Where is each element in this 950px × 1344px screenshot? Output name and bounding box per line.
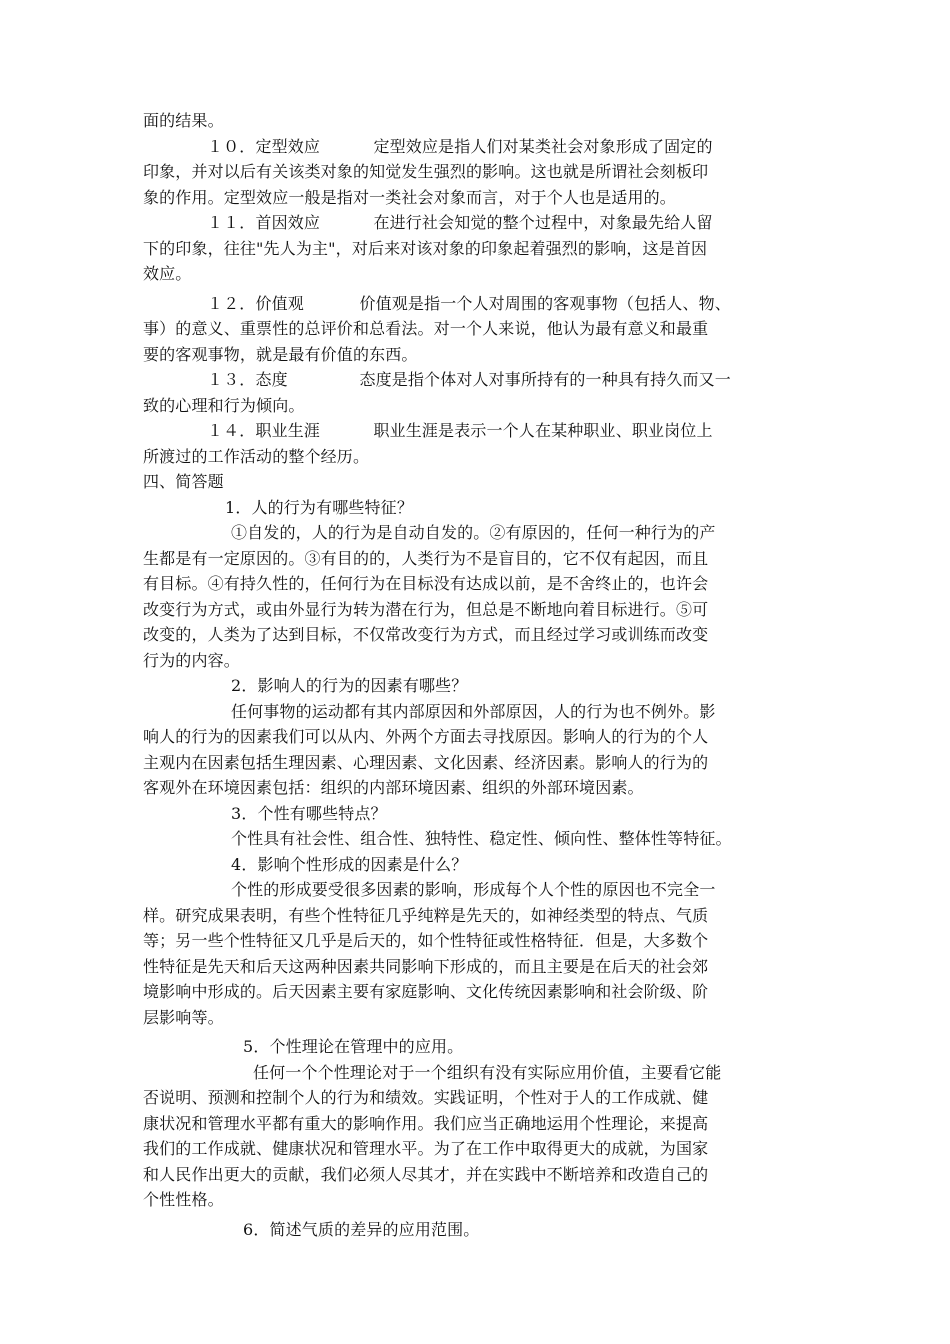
term-definition: 职业生涯是表示一个人在某种职业、职业岗位上 xyxy=(373,421,713,440)
term-number: １２． xyxy=(207,293,256,313)
text-line: 有目标。④有持久性的，任何行为在目标没有达成以前，是不舍终止的，也许会 xyxy=(143,574,709,593)
term-definition-line xyxy=(143,418,815,444)
text-line: 境影响中形成的。后天因素主要有家庭影响、文化传统因素影响和社会阶级、阶 xyxy=(143,982,709,1001)
text-line: 下的印象，往往"先人为主"，对后来对该对象的印象起着强烈的影响，这是首因 xyxy=(143,238,708,258)
text-line: 行为的内容。 xyxy=(143,650,240,670)
document-body xyxy=(143,108,815,1242)
term-number: １３． xyxy=(207,370,256,389)
text-line: 我们的工作成就、健康状况和管理水平。为了在工作中取得更大的成就，为国家 xyxy=(143,1139,709,1158)
text-line: 样。研究成果表明，有些个性特征几乎纯粹是先天的，如神经类型的特点、气质 xyxy=(143,905,709,925)
text-line: 等；另一些个性特征又几乎是后天的，如个性特征或性格特征．但是，大多数个 xyxy=(143,931,709,950)
term-number: １１． xyxy=(207,213,256,232)
term-name: 定型效应 xyxy=(255,136,321,156)
text-line: 致的心理和行为倾向。 xyxy=(143,395,305,415)
question-heading: 3．个性有哪些特点？ xyxy=(231,803,387,823)
term-definition: 态度是指个体对人对事所持有的一种具有持久而又一 xyxy=(359,370,731,389)
term-definition: 价值观是指一个人对周围的客观事物（包括人、物、 xyxy=(359,293,731,313)
text-line: 改变的，人类为了达到目标，不仅常改变行为方式，而且经过学习或训练而改变 xyxy=(143,625,709,644)
term-definition-line xyxy=(143,134,815,160)
term-definition: 定型效应是指人们对某类社会对象形成了固定的 xyxy=(373,136,713,156)
text-line: 事）的意义、重票性的总评价和总看法。对一个人来说，他认为最有意义和最重 xyxy=(143,319,709,338)
question-heading: 1．人的行为有哪些特征？ xyxy=(225,497,413,517)
question-heading: 4．影响个性形成的因素是什么？ xyxy=(231,854,468,874)
text-line: 个性性格。 xyxy=(143,1190,224,1209)
text-line: 性特征是先天和后天这两种因素共同影响下形成的，而且主要是在后天的社会郊 xyxy=(143,956,709,976)
text-line: 否说明、预测和控制个人的行为和绩效。实践证明，个性对于人的工作成就、健 xyxy=(143,1088,709,1107)
text-line: 客观外在环境因素包括：组织的内部环境因素、组织的外部环境因素。 xyxy=(143,778,644,797)
term-name: 首因效应 xyxy=(255,213,321,232)
text-line: ①自发的，人的行为是自动自发的。②有原因的，任何一种行为的产 xyxy=(231,523,716,542)
text-line: 效应。 xyxy=(143,264,192,283)
term-name: 职业生涯 xyxy=(255,421,321,440)
term-definition-line xyxy=(143,367,815,393)
text-line: 和人民作出更大的贡献，我们必须人尽其才，并在实践中不断培养和改造自己的 xyxy=(143,1164,709,1184)
term-definition-line xyxy=(143,291,815,317)
section-heading: 四、简答题 xyxy=(143,472,224,491)
text-line: 印象，并对以后有关该类对象的知觉发生强烈的影响。这也就是所谓社会刻板印 xyxy=(143,162,709,181)
text-line: 层影响等。 xyxy=(143,1007,224,1027)
term-definition-line xyxy=(143,210,815,236)
text-line: 个性的形成要受很多因素的影响，形成每个人个性的原因也不完全一 xyxy=(231,880,716,899)
text-line: 个性具有社会性、组合性、独特性、稳定性、倾向性、整体性等特征。 xyxy=(231,829,732,848)
text-line: 改变行为方式，或由外显行为转为潜在行为，但总是不断地向着目标进行。⑤可 xyxy=(143,599,709,619)
term-number: １０． xyxy=(207,136,256,156)
question-heading: 6．简述气质的差异的应用范围。 xyxy=(243,1219,480,1239)
term-number: １４． xyxy=(207,421,256,440)
term-definition: 在进行社会知觉的整个过程中，对象最先给人留 xyxy=(373,213,713,232)
text-line: 象的作用。定型效应一般是指对一类社会对象而言，对于个人也是适用的。 xyxy=(143,187,676,207)
text-line: 生都是有一定原因的。③有目的的，人类行为不是盲目的，它不仅有起因，而且 xyxy=(143,548,709,568)
text-line: 所渡过的工作活动的整个经历。 xyxy=(143,446,370,466)
text-line: 任何一个个性理论对于一个组织有没有实际应用价值，主要看它能 xyxy=(253,1062,722,1082)
term-name: 态度 xyxy=(255,370,288,389)
text-line: 要的客观事物，就是最有价值的东西。 xyxy=(143,344,418,364)
term-name: 价值观 xyxy=(255,293,304,313)
text-line: 响人的行为的因素我们可以从内、外两个方面去寻找原因。影响人的行为的个人 xyxy=(143,727,709,746)
text-line: 面的结果。 xyxy=(143,111,224,130)
question-heading: 5．个性理论在管理中的应用。 xyxy=(243,1037,464,1056)
text-line: 康状况和管理水平都有重大的影响作用。我们应当正确地运用个性理论，来提高 xyxy=(143,1113,709,1133)
question-heading: 2．影响人的行为的因素有哪些？ xyxy=(231,676,468,695)
text-line: 主观内在因素包括生理因素、心理因素、文化因素、经济因素。影响人的行为的 xyxy=(143,752,709,772)
text-line: 任何事物的运动都有其内部原因和外部原因，人的行为也不例外。影 xyxy=(231,701,716,721)
